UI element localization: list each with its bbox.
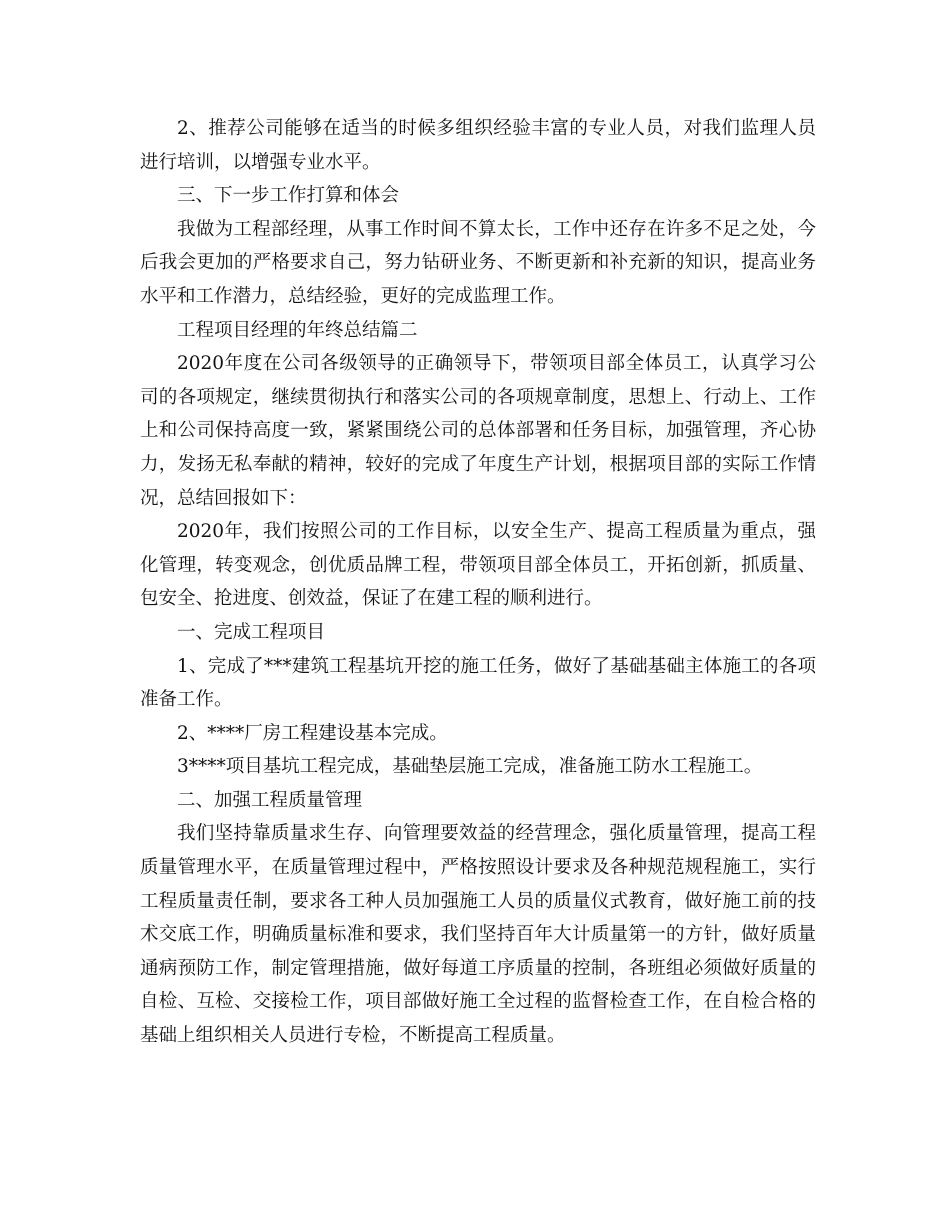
heading-part-two: 工程项目经理的年终总结篇二 [177, 319, 418, 341]
paragraph-self-reflection: 我做为工程部经理，从事工作时间不算太长，工作中还存在许多不足之处，今后我会更加的严格要求自己，努力钻研业务、不断更新和补充新的知识，提高业务水平和工作潜力，总结经验，更好的完成监理工作。 [140, 218, 816, 307]
list-item-project-3: 3****项目基坑工程完成，基础垫层施工完成，准备施工防水工程施工。 [177, 756, 763, 778]
heading-completed-projects: 一、完成工程项目 [177, 621, 326, 643]
document-body [140, 112, 816, 1053]
paragraph-quality-management: 我们坚持靠质量求生存、向管理要效益的经营理念，强化质量管理，提高工程质量管理水平，在质量管理过程中，严格按照设计要求及各种规范规程施工，实行工程质量责任制，要求各工种人员加强施工人员的质量仪式教育，做好施工前的技术交底工作，明确质量标准和要求，我们坚持百年大计质量第一的方针，做好质量通病预防工作，制定管理措施，做好每道工序质量的控制，各班组必须做好质量的自检、互检、交接检工作，项目部做好施工全过程的监督检查工作，在自检合格的基础上组织相关人员进行专检，不断提高工程质量。 [140, 823, 816, 1047]
heading-quality-management: 二、加强工程质量管理 [177, 789, 363, 811]
paragraph-training-suggestion: 2、推荐公司能够在适当的时候多组织经验丰富的专业人员，对我们监理人员进行培训，以增强专业水平。 [140, 118, 816, 173]
list-item-project-1: 1、完成了***建筑工程基坑开挖的施工任务，做好了基础基础主体施工的各项准备工作。 [140, 655, 816, 711]
list-item-project-2: 2、****厂房工程建设基本完成。 [177, 722, 448, 744]
paragraph-annual-overview: 2020年度在公司各级领导的正确领导下，带领项目部全体员工，认真学习公司的各项规定，继续贯彻执行和落实公司的各项规章制度，思想上、行动上、工作上和公司保持高度一致，紧紧围绕公司的总体部署和任务目标，加强管理，齐心协力，发扬无私奉献的精神，较好的完成了年度生产计划，根据项目部的实际工作情况，总结回报如下： [140, 353, 816, 509]
paragraph-work-goals: 2020年，我们按照公司的工作目标，以安全生产、提高工程质量为重点，强化管理，转变观念，创优质品牌工程，带领项目部全体员工，开拓创新，抓质量、包安全、抢进度、创效益，保证了在建工程的顺利进行。 [140, 521, 816, 610]
heading-next-steps: 三、下一步工作打算和体会 [177, 185, 400, 207]
